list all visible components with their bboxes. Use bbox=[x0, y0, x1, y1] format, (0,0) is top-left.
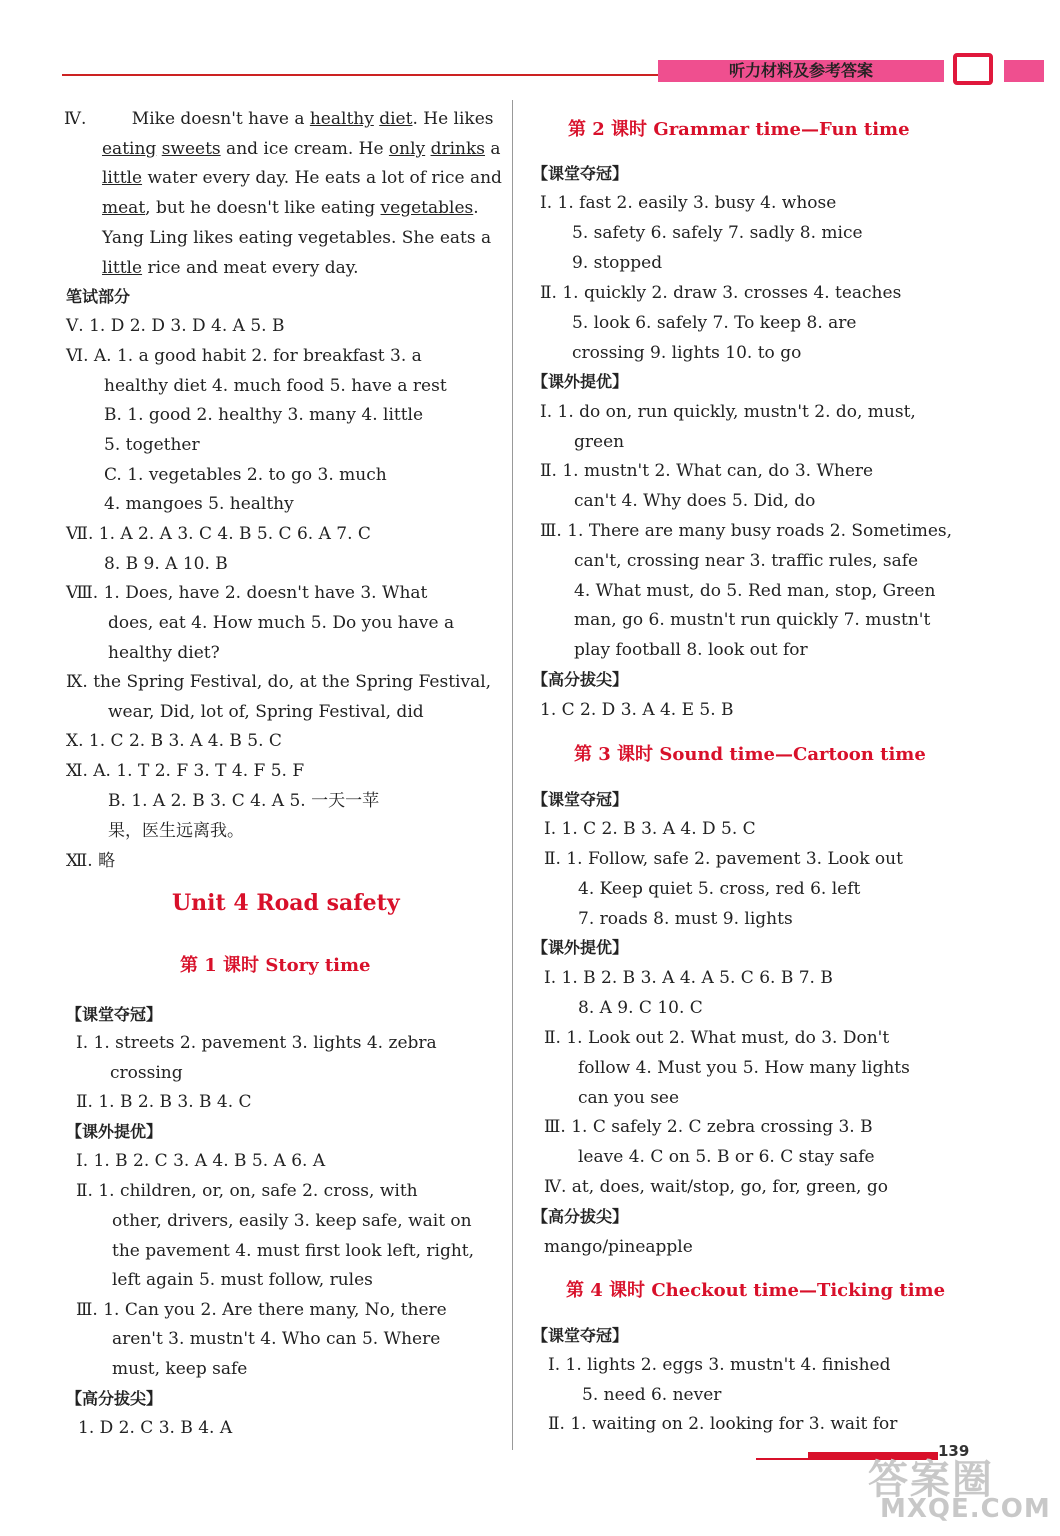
answer-line: C. 1. vegetables 2. to go 3. much bbox=[104, 465, 387, 485]
answer-line: follow 4. Must you 5. How many lights bbox=[578, 1058, 910, 1078]
answer-line: Ⅻ. 略 bbox=[66, 851, 116, 871]
answer-line: Ⅱ. 1. waiting on 2. looking for 3. wait for bbox=[548, 1414, 898, 1434]
underlined-word: meat bbox=[102, 198, 146, 218]
underlined-word: diet bbox=[379, 109, 413, 129]
underlined-word: vegetables bbox=[380, 198, 474, 218]
answer-line: Ⅰ. 1. C 2. B 3. A 4. D 5. C bbox=[544, 819, 756, 839]
answer-line: Ⅳ. at, does, wait/stop, go, for, green, go bbox=[544, 1177, 888, 1197]
answer-line: Ⅺ. A. 1. T 2. F 3. T 4. F 5. F bbox=[66, 761, 305, 781]
answer-line: 5. look 6. safely 7. To keep 8. are bbox=[572, 313, 857, 333]
answer-line: Ⅵ. A. 1. a good habit 2. for breakfast 3. a bbox=[66, 346, 422, 366]
answer-line: can't, crossing near 3. traffic rules, safe bbox=[574, 551, 919, 571]
answer-line: other, drivers, easily 3. keep safe, wait on bbox=[112, 1211, 472, 1231]
answer-line: man, go 6. mustn't run quickly 7. mustn't bbox=[574, 610, 931, 630]
answer-line: Ⅲ. 1. Can you 2. Are there many, No, there bbox=[76, 1300, 447, 1320]
section-heading: 【高分拔尖】 bbox=[66, 1389, 163, 1408]
answer-line: Ⅱ. 1. mustn't 2. What can, do 3. Where bbox=[540, 461, 874, 481]
section-heading: 【课堂夺冠】 bbox=[532, 1326, 629, 1345]
answer-line: healthy diet 4. much food 5. have a rest bbox=[104, 376, 447, 396]
answer-line: Ⅹ. 1. C 2. B 3. A 4. B 5. C bbox=[66, 731, 282, 751]
answer-line: 果，医生远离我。 bbox=[108, 821, 244, 841]
answer-line: Ⅱ. 1. Follow, safe 2. pavement 3. Look out bbox=[544, 849, 903, 869]
section-heading: 【课堂夺冠】 bbox=[66, 1005, 163, 1024]
answer-line: Ⅰ. 1. B 2. B 3. A 4. A 5. C 6. B 7. B bbox=[544, 968, 833, 988]
answer-line: 4. mangoes 5. healthy bbox=[104, 494, 294, 514]
section-heading: 笔试部分 bbox=[66, 287, 131, 306]
text: water every day. He eats a lot of rice and bbox=[142, 168, 502, 188]
answer-line: does, eat 4. How much 5. Do you have a bbox=[108, 613, 455, 633]
answer-line: Yang Ling likes eating vegetables. She eats a bbox=[102, 228, 492, 248]
lesson-title: 第 2 课时 Grammar time—Fun time bbox=[568, 119, 910, 140]
answer-line: 4. Keep quiet 5. cross, red 6. left bbox=[578, 879, 861, 899]
answer-line: Ⅱ. 1. B 2. B 3. B 4. C bbox=[76, 1092, 252, 1112]
answer-line: Ⅱ. 1. Look out 2. What must, do 3. Don't bbox=[544, 1028, 890, 1048]
text: , but he doesn't like eating bbox=[145, 198, 381, 218]
underlined-word: little bbox=[102, 168, 143, 188]
watermark-logo-text: 答案圈 bbox=[868, 1457, 994, 1503]
answer-line: Ⅱ. 1. quickly 2. draw 3. crosses 4. teaches bbox=[540, 283, 902, 303]
answer-line: Ⅶ. 1. A 2. A 3. C 4. B 5. C 6. A 7. C bbox=[66, 524, 371, 544]
answer-line: 5. safety 6. safely 7. sadly 8. mice bbox=[572, 223, 863, 243]
lesson-title: 第 1 课时 Story time bbox=[180, 955, 371, 976]
text: and ice cream. He bbox=[220, 139, 389, 159]
answer-line: Ⅴ. 1. D 2. D 3. D 4. A 5. B bbox=[66, 316, 285, 336]
answer-line: crossing 9. lights 10. to go bbox=[572, 343, 802, 363]
answer-line: aren't 3. mustn't 4. Who can 5. Where bbox=[112, 1329, 441, 1349]
answer-line: the pavement 4. must first look left, right, bbox=[112, 1241, 475, 1261]
page-number: 139 bbox=[938, 1442, 970, 1460]
header-rule bbox=[62, 74, 658, 76]
answer-line: healthy diet? bbox=[108, 643, 220, 663]
underlined-word: drinks bbox=[430, 139, 485, 159]
answer-line bbox=[102, 138, 501, 160]
answer-line bbox=[64, 108, 494, 130]
answer-line: can you see bbox=[578, 1088, 680, 1108]
answer-line bbox=[102, 197, 479, 219]
text: a bbox=[484, 139, 501, 159]
answer-line: B. 1. good 2. healthy 3. many 4. little bbox=[104, 405, 424, 425]
answer-line bbox=[102, 167, 502, 189]
underlined-word: little bbox=[102, 258, 143, 278]
answer-line: leave 4. C on 5. B or 6. C stay safe bbox=[578, 1147, 875, 1167]
text: . bbox=[473, 198, 479, 218]
answer-line: play football 8. look out for bbox=[574, 640, 808, 660]
answer-line: Ⅰ. 1. fast 2. easily 3. busy 4. whose bbox=[540, 193, 837, 213]
text: Mike doesn't have a bbox=[131, 109, 310, 129]
header-title: 听力材料及参考答案 bbox=[658, 60, 944, 82]
answer-line: Ⅸ. the Spring Festival, do, at the Spring Festival, bbox=[66, 672, 492, 692]
header-logo-frame bbox=[953, 53, 993, 85]
section-heading: 【高分拔尖】 bbox=[532, 1207, 629, 1226]
answer-line: crossing bbox=[110, 1063, 183, 1083]
answer-line: 5. together bbox=[104, 435, 200, 455]
text: rice and meat every day. bbox=[142, 258, 359, 278]
answer-line: Ⅱ. 1. children, or, on, safe 2. cross, with bbox=[76, 1181, 418, 1201]
answer-line: 1. D 2. C 3. B 4. A bbox=[78, 1418, 233, 1438]
section-number: Ⅳ. bbox=[64, 109, 87, 129]
column-divider bbox=[512, 100, 513, 1450]
answer-line: Ⅲ. 1. C safely 2. C zebra crossing 3. B bbox=[544, 1117, 873, 1137]
text: . He likes bbox=[412, 109, 494, 129]
answer-line: Ⅰ. 1. streets 2. pavement 3. lights 4. zebra bbox=[76, 1033, 437, 1053]
answer-line: B. 1. A 2. B 3. C 4. A 5. 一天一苹 bbox=[108, 791, 380, 811]
answer-line: 7. roads 8. must 9. lights bbox=[578, 909, 793, 929]
answer-line: 4. What must, do 5. Red man, stop, Green bbox=[574, 581, 936, 601]
answer-line: 8. B 9. A 10. B bbox=[104, 554, 228, 574]
lesson-title: 第 4 课时 Checkout time—Ticking time bbox=[566, 1280, 946, 1301]
answer-line: must, keep safe bbox=[112, 1359, 248, 1379]
answer-line: Ⅲ. 1. There are many busy roads 2. Sometimes, bbox=[540, 521, 953, 541]
watermark bbox=[868, 1448, 1051, 1528]
underlined-word: sweets bbox=[161, 139, 221, 159]
answer-line: green bbox=[574, 432, 625, 452]
answer-line: Ⅰ. 1. lights 2. eggs 3. mustn't 4. finished bbox=[548, 1355, 891, 1375]
section-heading: 【高分拔尖】 bbox=[532, 670, 629, 689]
answer-line: Ⅰ. 1. B 2. C 3. A 4. B 5. A 6. A bbox=[76, 1151, 326, 1171]
section-heading: 【课堂夺冠】 bbox=[532, 790, 629, 809]
answer-line: left again 5. must follow, rules bbox=[112, 1270, 373, 1290]
underlined-word: only bbox=[388, 139, 426, 159]
header-logo-block bbox=[1004, 60, 1044, 82]
answer-line: mango/pineapple bbox=[544, 1237, 693, 1257]
answer-line: Ⅰ. 1. do on, run quickly, mustn't 2. do, must, bbox=[540, 402, 916, 422]
section-heading: 【课堂夺冠】 bbox=[532, 164, 629, 183]
underlined-word: eating bbox=[102, 139, 157, 159]
answer-line: can't 4. Why does 5. Did, do bbox=[574, 491, 816, 511]
answer-line: 8. A 9. C 10. C bbox=[578, 998, 703, 1018]
answer-line bbox=[102, 257, 359, 279]
unit-title: Unit 4 Road safety bbox=[172, 890, 400, 916]
answer-line: wear, Did, lot of, Spring Festival, did bbox=[108, 702, 424, 722]
section-heading: 【课外提优】 bbox=[532, 372, 629, 391]
answer-line: 5. need 6. never bbox=[582, 1385, 722, 1405]
lesson-title: 第 3 课时 Sound time—Cartoon time bbox=[574, 744, 926, 765]
section-heading: 【课外提优】 bbox=[66, 1122, 163, 1141]
underlined-word: healthy bbox=[309, 109, 374, 129]
section-heading: 【课外提优】 bbox=[532, 938, 629, 957]
answer-line: 1. C 2. D 3. A 4. E 5. B bbox=[540, 700, 734, 720]
answer-line: Ⅷ. 1. Does, have 2. doesn't have 3. What bbox=[66, 583, 428, 603]
watermark-url: MXQE.COM bbox=[880, 1494, 1051, 1524]
answer-line: 9. stopped bbox=[572, 253, 663, 273]
